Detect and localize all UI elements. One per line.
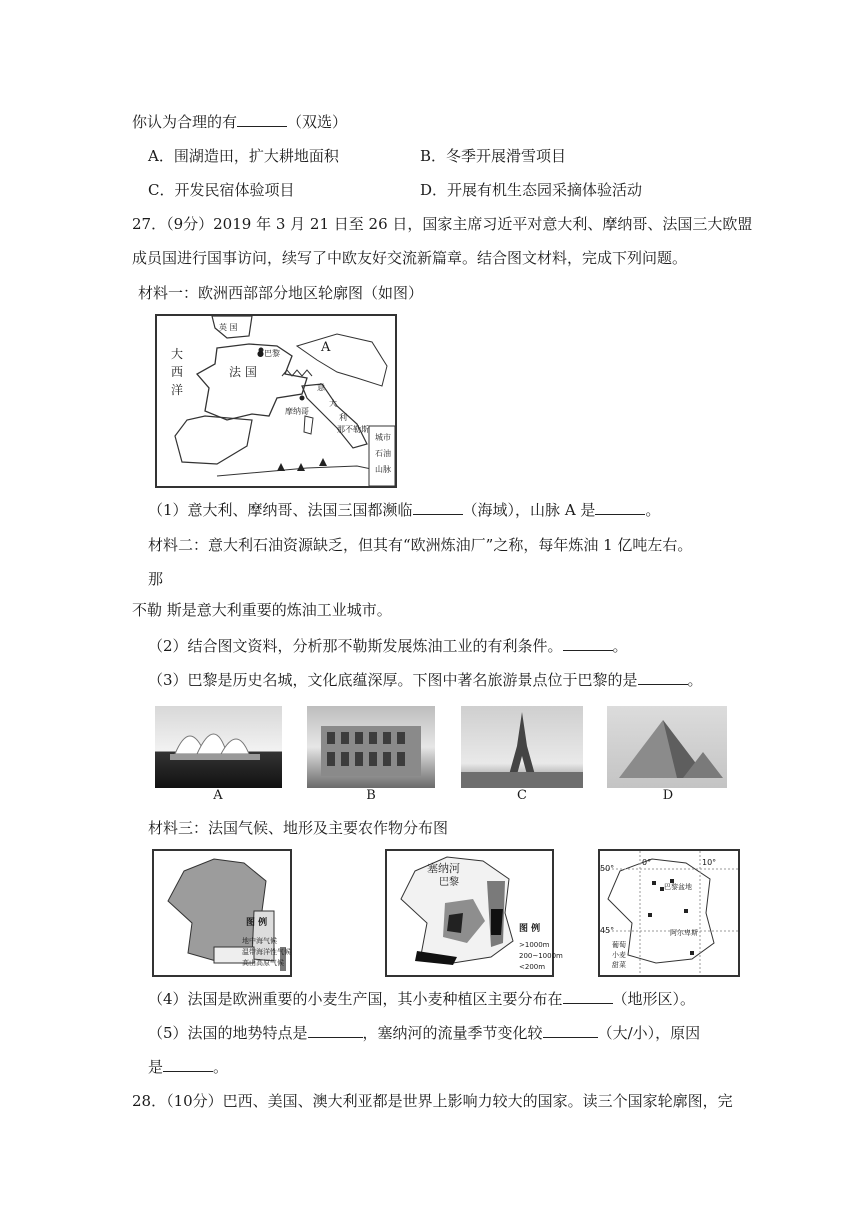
material2-line1: 材料二：意大利石油资源缺乏，但其有“欧洲炼油厂”之称，每年炼油 1 亿吨左右。 xyxy=(148,536,693,554)
map-label-paris: ●巴黎 xyxy=(257,349,280,358)
q27-intro-line2: 成员国进行国事访问，续写了中欧友好交流新篇章。结合图文材料，完成下列问题。 xyxy=(132,249,688,267)
q26-prompt-suffix: （双选） xyxy=(287,113,348,131)
q26-option-b: B．冬季开展滑雪项目 xyxy=(420,147,567,165)
q5-text-d: 是 xyxy=(148,1058,164,1076)
climate-legend-oceanic: 温带海洋性气候 xyxy=(242,948,291,956)
crops-label-alps: 阿尔卑斯 xyxy=(670,929,698,937)
crops-label-0: 0° xyxy=(642,858,652,867)
crops-legend-wheat: 小麦 xyxy=(612,951,626,959)
q27-sub5 xyxy=(148,1023,700,1043)
crops-label-paris-basin: 巴黎盆地 xyxy=(664,883,692,891)
q5-text-a: （5）法国的地势特点是 xyxy=(148,1024,308,1042)
q27-sub2 xyxy=(148,636,628,656)
material2-line2: 那 xyxy=(148,570,164,588)
answer-blank[interactable] xyxy=(413,500,463,515)
answer-blank[interactable] xyxy=(237,112,287,127)
q5-text-b: ，塞纳河的流量季节变化较 xyxy=(362,1024,543,1042)
map-label-monaco: 摩纳哥 xyxy=(285,407,309,416)
q1-text-b: （海域），山脉 A 是 xyxy=(462,501,596,519)
q27-intro-line1: 27．（9分）2019 年 3 月 21 日至 26 日，国家主席习近平对意大利、摩纳哥、法国三大欧盟 xyxy=(132,215,753,233)
q26-option-d: D．开展有机生态园采摘体验活动 xyxy=(420,181,643,199)
terrain-label-paris: 巴黎 xyxy=(439,877,459,888)
terrain-legend-mid: 200~1000m xyxy=(519,952,563,960)
photo-eiffel-tower xyxy=(461,706,583,788)
q26-option-c: C．开发民宿体验项目 xyxy=(148,181,295,199)
climate-legend-alpine: 高山高原气候 xyxy=(242,959,284,967)
q3-text-b: 。 xyxy=(687,671,703,689)
map-label-france: 法 国 xyxy=(229,365,257,379)
france-terrain-map xyxy=(385,849,563,977)
terrain-label-seine: 塞纳河 xyxy=(427,862,460,875)
q27-sub1 xyxy=(148,500,660,520)
europe-outline-map xyxy=(155,314,397,488)
opera-house-drawing xyxy=(155,706,282,788)
legend-city: 城市 xyxy=(375,433,391,442)
answer-blank[interactable] xyxy=(638,670,688,685)
material1-title: 材料一：欧洲西部部分地区轮廓图（如图） xyxy=(138,284,424,302)
q4-text-a: （4）法国是欧洲重要的小麦生产国，其小麦种植区主要分布在 xyxy=(148,990,563,1008)
answer-blank[interactable] xyxy=(563,989,613,1004)
q27-sub5-cont xyxy=(148,1057,228,1077)
q4-text-b: （地形区）。 xyxy=(612,990,696,1008)
photo-label-c: C xyxy=(517,788,527,803)
q27-sub3 xyxy=(148,670,703,690)
eiffel-tower-drawing xyxy=(461,706,583,788)
q27-sub4 xyxy=(148,989,695,1009)
crops-label-45: 45° xyxy=(600,926,615,935)
map-label-atlantic-2: 西 xyxy=(171,365,184,379)
europe-map-drawing xyxy=(157,316,395,486)
crops-legend-grape: 葡萄 xyxy=(612,941,626,949)
q28-intro: 28．（10分）巴西、美国、澳大利亚都是世界上影响力较大的国家。读三个国家轮廓图，完 xyxy=(132,1092,733,1110)
photo-label-a: A xyxy=(213,788,223,803)
map-label-italy-3: 利 xyxy=(339,413,347,422)
terrain-legend-high: >1000m xyxy=(519,941,550,949)
map-label-italy-1: 意 xyxy=(317,383,325,392)
crops-label-50: 50° xyxy=(600,864,615,873)
pyramids-drawing xyxy=(607,706,727,788)
answer-blank[interactable] xyxy=(163,1057,213,1072)
photo-pyramids xyxy=(607,706,727,788)
france-climate-map xyxy=(152,849,292,977)
crops-legend-beet: 甜菜 xyxy=(612,961,626,969)
q5-text-e: 。 xyxy=(213,1058,229,1076)
colosseum-drawing xyxy=(307,706,435,788)
legend-mountain: 山脉 xyxy=(375,465,391,474)
photo-label-d: D xyxy=(662,788,674,803)
q2-text-b: 。 xyxy=(612,637,628,655)
answer-blank[interactable] xyxy=(563,636,613,651)
photo-sydney-opera-house xyxy=(155,706,282,788)
material2-line3: 不勒 斯是意大利重要的炼油工业城市。 xyxy=(132,601,392,619)
answer-blank[interactable] xyxy=(595,500,645,515)
climate-legend-title: 图 例 xyxy=(246,918,268,928)
q26-prompt-text: 你认为合理的有 xyxy=(132,113,238,131)
terrain-legend-low: <200m xyxy=(519,963,546,971)
material3-title: 材料三：法国气候、地形及主要农作物分布图 xyxy=(148,819,449,837)
map-label-uk: 英 国 xyxy=(219,323,238,332)
q3-text-a: （3）巴黎是历史名城，文化底蕴深厚。下图中著名旅游景点位于巴黎的是 xyxy=(148,671,638,689)
photo-label-b: B xyxy=(366,788,376,803)
france-crops-map xyxy=(598,849,740,977)
q1-text-c: 。 xyxy=(645,501,661,519)
map-label-mountain-a: A xyxy=(321,340,331,355)
answer-blank[interactable] xyxy=(543,1023,598,1038)
q1-text-a: （1）意大利、摩纳哥、法国三国都濒临 xyxy=(148,501,413,519)
photo-colosseum xyxy=(307,706,435,788)
climate-legend-mediterranean: 地中海气候 xyxy=(242,937,277,945)
map-label-atlantic-1: 大 xyxy=(171,347,184,361)
q2-text-a: （2）结合图文资料，分析那不勒斯发展炼油工业的有利条件。 xyxy=(148,637,563,655)
terrain-legend-title: 图 例 xyxy=(519,924,541,934)
q26-prompt xyxy=(132,112,347,132)
map-label-italy-2: 大 xyxy=(329,399,337,408)
map-label-atlantic-3: 洋 xyxy=(171,383,184,397)
map-label-naples: 那不勒斯 xyxy=(337,425,369,434)
q26-option-a: A．围湖造田，扩大耕地面积 xyxy=(148,147,339,165)
q5-text-c: （大/小），原因 xyxy=(597,1024,701,1042)
answer-blank[interactable] xyxy=(308,1023,363,1038)
legend-oil: 石油 xyxy=(375,449,391,458)
crops-label-10: 10° xyxy=(702,858,717,867)
